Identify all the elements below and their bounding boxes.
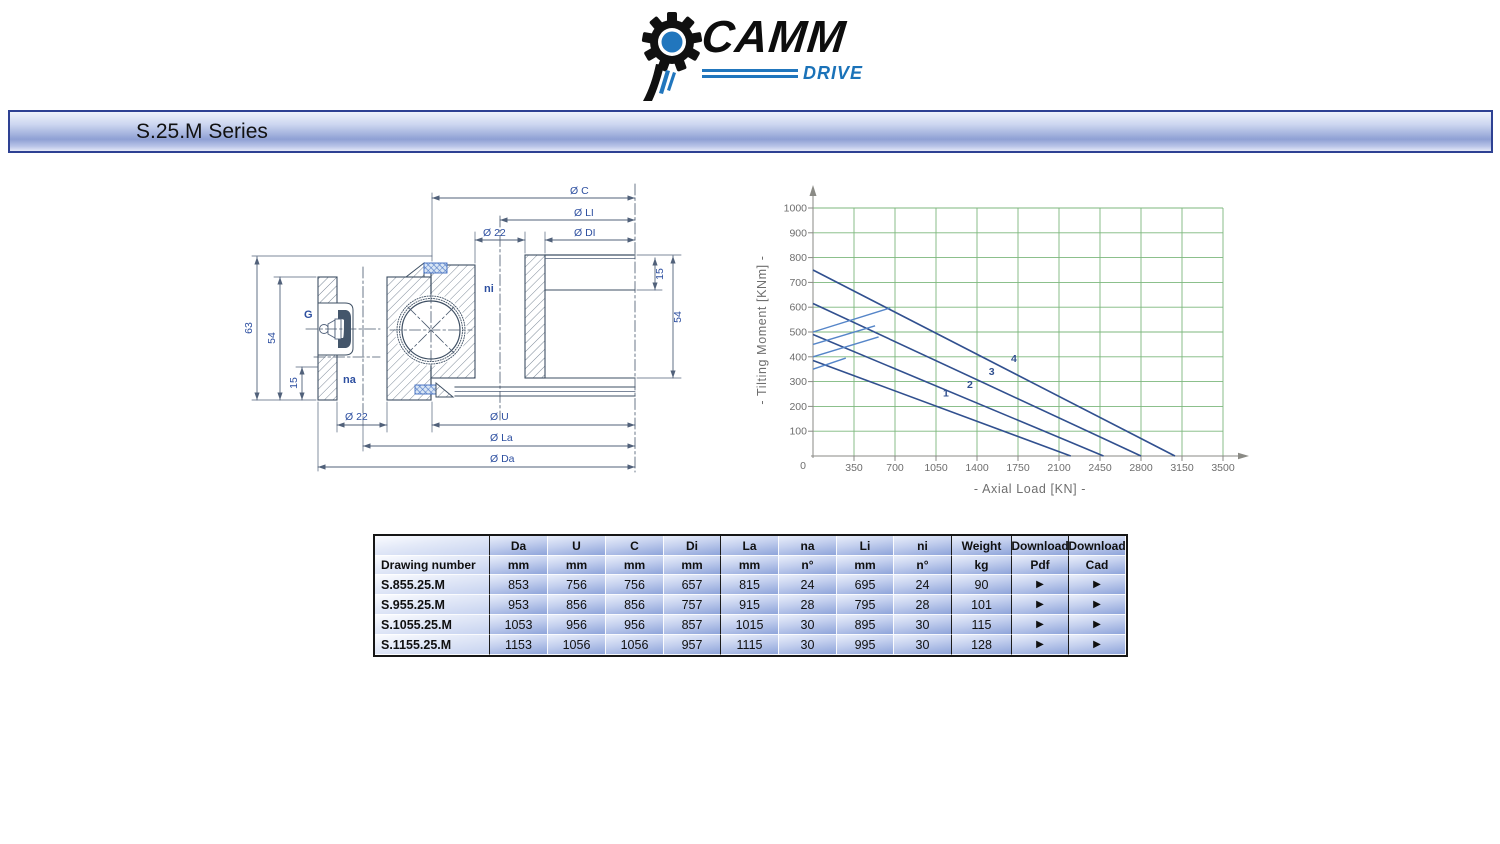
label-na: na [343, 374, 356, 386]
seal-lip-bottom [436, 383, 453, 397]
table-cell: 757 [664, 595, 721, 615]
y-axis-title: - Tilting Moment [KNm] - [755, 255, 769, 405]
svg-text:2100: 2100 [1047, 462, 1071, 474]
table-cell: 795 [837, 595, 894, 615]
svg-text:3500: 3500 [1211, 462, 1235, 474]
dim-dia-la: Ø La [490, 432, 513, 444]
drawing-number-cell: S.1055.25.M [375, 615, 490, 635]
download-pdf-button[interactable]: ▶ [1012, 615, 1069, 635]
curve-2-static [813, 334, 1104, 456]
svg-text:350: 350 [845, 462, 863, 474]
svg-text:1000: 1000 [783, 202, 807, 215]
table-cell: 90 [952, 575, 1012, 595]
table-cell: 956 [548, 615, 606, 635]
seal-top [424, 263, 447, 273]
table-cell: 1115 [721, 635, 779, 655]
download-cad-button[interactable]: ▶ [1069, 595, 1126, 615]
table-cell: 957 [664, 635, 721, 655]
dim-dia-22-top: Ø 22 [483, 227, 506, 239]
svg-text:2800: 2800 [1129, 462, 1153, 474]
dim-63-left: 63 [243, 322, 255, 334]
curve-2-bolt [813, 337, 879, 357]
label-grease-g: G [304, 309, 313, 321]
svg-text:1750: 1750 [1006, 462, 1030, 474]
table-cell: 30 [779, 635, 837, 655]
table-cell: 24 [894, 575, 952, 595]
table-cell: 953 [490, 595, 548, 615]
table-cell: 657 [664, 575, 721, 595]
table-cell: 28 [894, 595, 952, 615]
seal-bottom [415, 385, 436, 394]
table-cell: 856 [548, 595, 606, 615]
table-cell: 30 [894, 615, 952, 635]
svg-text:3150: 3150 [1170, 462, 1194, 474]
column-header-weight-9: Weight [952, 536, 1012, 556]
brand-text [699, 2, 864, 104]
dim-dia-22-bottom: Ø 22 [345, 411, 368, 423]
svg-text:400: 400 [789, 351, 807, 364]
brand-underline [702, 69, 798, 78]
table-cell: 857 [664, 615, 721, 635]
column-header-na-6: na [779, 536, 837, 556]
performance-table [373, 534, 1128, 657]
column-unit-9: kg [952, 556, 1012, 575]
table-cell: 30 [894, 635, 952, 655]
svg-text:900: 900 [789, 227, 807, 240]
svg-text:500: 500 [789, 326, 807, 339]
dim-54-left: 54 [266, 332, 278, 344]
svg-text:1: 1 [943, 387, 949, 400]
svg-text:2450: 2450 [1088, 462, 1112, 474]
table-cell: 1153 [490, 635, 548, 655]
dim-15-left: 15 [288, 377, 300, 389]
svg-text:700: 700 [789, 276, 807, 289]
svg-text:3: 3 [988, 366, 995, 379]
download-cad-button[interactable]: ▶ [1069, 615, 1126, 635]
svg-text:800: 800 [789, 252, 807, 265]
series-header-bar [8, 110, 1493, 153]
table-cell: 853 [490, 575, 548, 595]
download-cad-button[interactable]: ▶ [1069, 635, 1126, 655]
download-pdf-button[interactable]: ▶ [1012, 575, 1069, 595]
dim-dia-li: Ø LI [574, 207, 594, 219]
svg-text:700: 700 [886, 462, 904, 474]
load-chart [740, 170, 1260, 515]
svg-text:200: 200 [789, 400, 807, 413]
column-unit-5: mm [721, 556, 779, 575]
svg-text:300: 300 [789, 376, 807, 389]
table-cell: 28 [779, 595, 837, 615]
drawing-number-header: Drawing number [375, 556, 490, 575]
column-unit-6: n° [779, 556, 837, 575]
chart-series [813, 270, 1175, 456]
column-unit-3: mm [606, 556, 664, 575]
brand-name: CAMM [699, 11, 849, 62]
seal-lip-top [406, 263, 424, 277]
table-cell: 30 [779, 615, 837, 635]
column-header-u-2: U [548, 536, 606, 556]
chart-axes [808, 185, 1249, 461]
svg-text:1050: 1050 [924, 462, 948, 474]
curve-1-bolt [813, 358, 846, 369]
dim-54-right: 54 [672, 311, 684, 323]
download-pdf-button[interactable]: ▶ [1012, 595, 1069, 615]
comet-tail [643, 64, 664, 101]
dim-dia-c: Ø C [570, 185, 589, 197]
table-cell: 24 [779, 575, 837, 595]
table-cell: 756 [548, 575, 606, 595]
table-cell: 101 [952, 595, 1012, 615]
column-header-c-3: C [606, 536, 664, 556]
column-unit-7: mm [837, 556, 894, 575]
drawing-number-cell: S.955.25.M [375, 595, 490, 615]
svg-text:0: 0 [800, 460, 806, 472]
column-unit-1: mm [490, 556, 548, 575]
dim-15-right: 15 [654, 268, 666, 280]
column-header-download-10: Download [1012, 536, 1069, 556]
x-axis-title: - Axial Load [KN] - [973, 482, 1087, 496]
table-cell: 915 [721, 595, 779, 615]
column-header-download-11: Download [1069, 536, 1126, 556]
brand-sub-row [702, 63, 863, 84]
table-corner-cell [375, 536, 490, 556]
curve-1-static [813, 361, 1071, 456]
svg-text:600: 600 [789, 301, 807, 314]
inner-ring-right-section [525, 255, 545, 378]
table-cell: 1056 [548, 635, 606, 655]
svg-text:2: 2 [967, 379, 973, 392]
column-header-la-5: La [721, 536, 779, 556]
column-header-ni-8: ni [894, 536, 952, 556]
download-pdf-button[interactable]: ▶ [1012, 635, 1069, 655]
dim-dia-u: Ø U [490, 411, 509, 423]
column-unit-4: mm [664, 556, 721, 575]
drawing-number-cell: S.1155.25.M [375, 635, 490, 655]
table-cell: 956 [606, 615, 664, 635]
table-cell: 756 [606, 575, 664, 595]
svg-text:1400: 1400 [965, 462, 989, 474]
svg-text:100: 100 [789, 425, 807, 438]
dim-dia-di: Ø DI [574, 227, 596, 239]
brand-sub-name: DRIVE [803, 63, 864, 83]
column-header-da-1: Da [490, 536, 548, 556]
column-header-li-7: Li [837, 536, 894, 556]
download-cad-button[interactable]: ▶ [1069, 575, 1126, 595]
drawing-number-cell: S.855.25.M [375, 575, 490, 595]
column-unit-11: Cad [1069, 556, 1126, 575]
dim-dia-da: Ø Da [490, 453, 515, 465]
table-cell: 695 [837, 575, 894, 595]
curve-4-bolt [813, 308, 890, 332]
logo [628, 2, 863, 104]
svg-text:4: 4 [1010, 353, 1017, 366]
page-title: S.25.M Series [136, 119, 268, 143]
table-cell: 128 [952, 635, 1012, 655]
table-cell: 895 [837, 615, 894, 635]
table-cell: 995 [837, 635, 894, 655]
table-cell: 1053 [490, 615, 548, 635]
bearing-cross-section-drawing [240, 170, 700, 490]
column-unit-10: Pdf [1012, 556, 1069, 575]
table-cell: 1056 [606, 635, 664, 655]
table-cell: 115 [952, 615, 1012, 635]
column-header-di-4: Di [664, 536, 721, 556]
column-unit-8: n° [894, 556, 952, 575]
table-cell: 1015 [721, 615, 779, 635]
column-unit-2: mm [548, 556, 606, 575]
label-ni: ni [484, 283, 494, 295]
table-cell: 815 [721, 575, 779, 595]
table-cell: 856 [606, 595, 664, 615]
